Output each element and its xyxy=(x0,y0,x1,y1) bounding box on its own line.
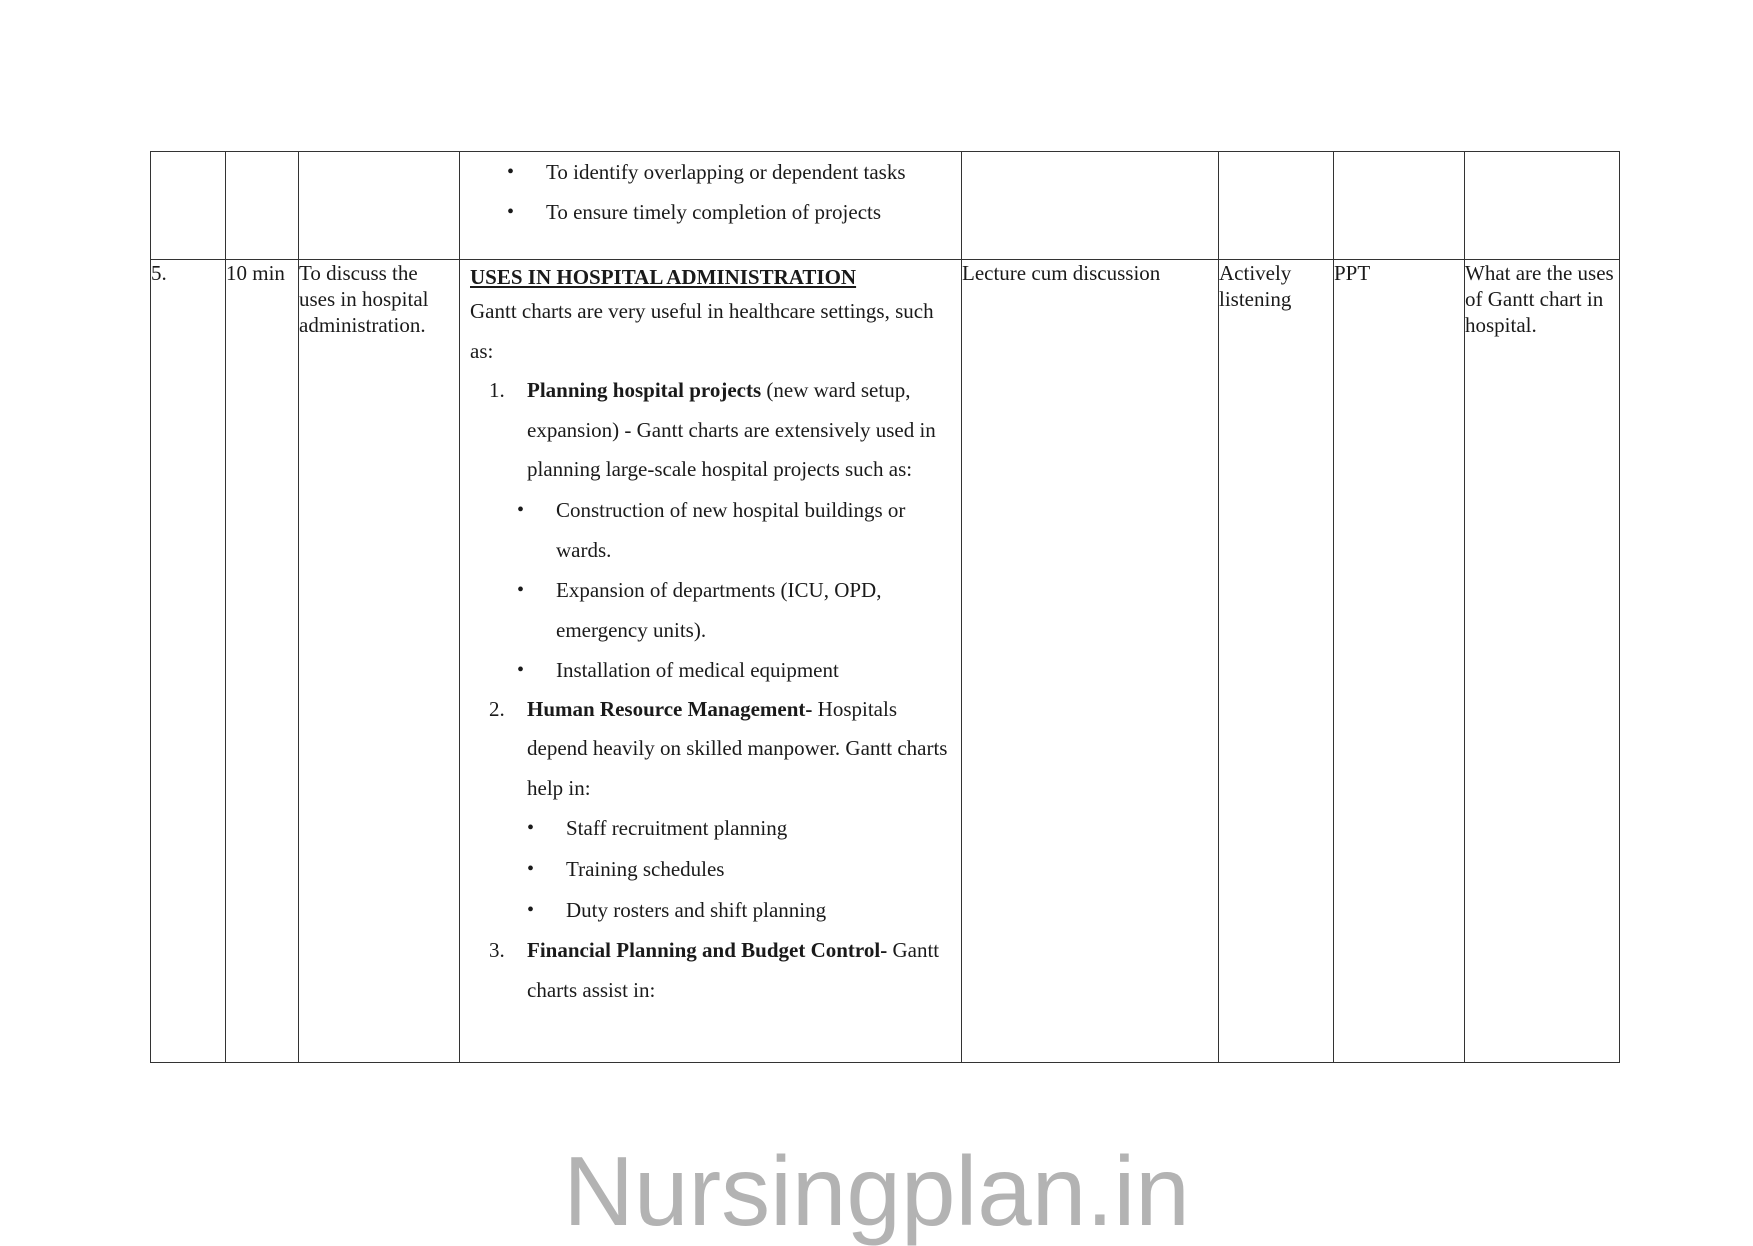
evaluation-cell: What are the uses of Gantt chart in hospital. xyxy=(1465,260,1620,1063)
item-title: Planning hospital projects xyxy=(527,378,762,402)
table-row xyxy=(151,260,1620,1063)
cell-empty xyxy=(226,152,299,260)
cell-empty xyxy=(962,152,1219,260)
list-item: • Installation of medical equipment xyxy=(470,650,951,690)
item-number: 3. xyxy=(489,938,505,962)
list-item: • To ensure timely completion of projects xyxy=(460,192,961,232)
cell-empty xyxy=(299,152,460,260)
intro-text: Gantt charts are very useful in healthcare settings, such as: xyxy=(470,299,934,363)
item-number: 1. xyxy=(489,378,505,402)
content-cell-continuation xyxy=(460,152,962,260)
teaching-method-cell: Lecture cum discussion xyxy=(962,260,1219,1063)
item-text: (new ward setup, expansion) - Gantt charts are extensively used in planning large-scale hospital projects such as: xyxy=(527,378,936,481)
numbered-item xyxy=(470,371,951,490)
content-cell xyxy=(460,260,962,1063)
watermark: Nursingplan.in xyxy=(563,1136,1190,1246)
list-item: • Expansion of departments (ICU, OPD, emergency units). xyxy=(470,570,951,650)
item-text: Hospitals depend heavily on skilled manpower. Gantt charts help in: xyxy=(527,696,948,800)
cell-empty xyxy=(1219,152,1334,260)
item-title: Financial Planning and Budget Control- xyxy=(527,938,888,962)
lesson-plan-table xyxy=(150,151,1620,1063)
learner-activity-cell: Actively listening xyxy=(1219,260,1334,1063)
list-item: • Staff recruitment planning xyxy=(470,808,951,849)
item-title: Human Resource Management- xyxy=(527,696,813,721)
section-heading: USES IN HOSPITAL ADMINISTRATION xyxy=(470,265,857,289)
cell-empty xyxy=(151,152,226,260)
cell-empty xyxy=(1465,152,1620,260)
time-cell: 10 min xyxy=(226,260,299,1063)
list-item: • Duty rosters and shift planning xyxy=(470,890,951,931)
cell-empty xyxy=(1334,152,1465,260)
numbered-item xyxy=(470,931,951,1010)
item-text: Gantt charts assist in: xyxy=(527,938,940,1002)
av-aid-cell: PPT xyxy=(1334,260,1465,1063)
list-item: • To identify overlapping or dependent tasks xyxy=(460,152,961,192)
serial-number: 5. xyxy=(151,260,226,1063)
table-row-continuation xyxy=(151,152,1620,260)
list-item: • Training schedules xyxy=(470,849,951,890)
objective-cell: To discuss the uses in hospital administration. xyxy=(299,260,460,1063)
item-number: 2. xyxy=(489,696,505,721)
list-item: • Construction of new hospital buildings or wards. xyxy=(470,490,951,570)
numbered-item xyxy=(470,690,951,809)
